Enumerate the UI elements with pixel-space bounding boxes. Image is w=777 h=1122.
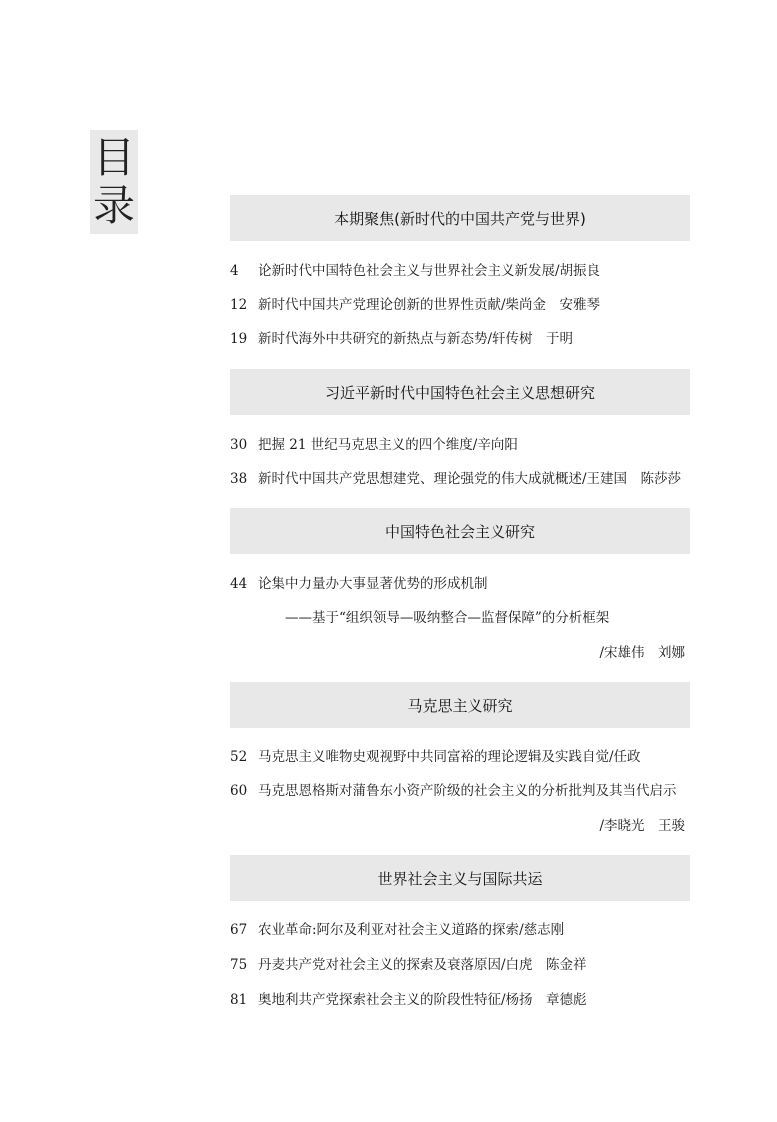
toc-heading: [90, 130, 138, 234]
section-header-chinese-socialism: 中国特色社会主义研究: [230, 508, 690, 554]
entry-author: /宋雄伟 刘娜: [599, 645, 685, 661]
toc-entry[interactable]: [230, 436, 692, 454]
toc-entry[interactable]: [230, 921, 692, 939]
entry-page: 75: [230, 957, 248, 973]
toc-entry[interactable]: [230, 748, 692, 766]
entry-author: /慈志刚: [519, 922, 565, 938]
entry-page: 60: [230, 783, 248, 799]
entry-title: 新时代海外中共研究的新热点与新态势: [258, 331, 488, 347]
toc-entry[interactable]: [230, 330, 692, 348]
toc-entry[interactable]: [230, 782, 692, 800]
toc-entry[interactable]: [230, 470, 692, 488]
toc-entry[interactable]: [230, 956, 692, 974]
entry-page: 52: [230, 749, 248, 765]
entry-author: /王建国 陈莎莎: [582, 471, 682, 487]
entry-subtitle: ——基于“组织领导—吸纳整合—监督保障”的分析框架: [285, 610, 610, 626]
entry-author: /白虎 陈金祥: [501, 957, 587, 973]
entry-page: 44: [230, 576, 248, 592]
entry-author: /任政: [609, 749, 641, 765]
entry-title: 马克思恩格斯对蒲鲁东小资产阶级的社会主义的分析批判及其当代启示: [258, 783, 677, 799]
section-header-focus: 本期聚焦(新时代的中国共产党与世界): [230, 195, 690, 241]
entry-title: 论集中力量办大事显著优势的形成机制: [258, 576, 488, 592]
entry-page: 30: [230, 437, 248, 453]
entry-title: 把握 21 世纪马克思主义的四个维度: [258, 437, 473, 453]
entry-page: 4: [230, 263, 239, 279]
toc-entry[interactable]: [230, 991, 692, 1009]
toc-entry[interactable]: [230, 575, 692, 593]
entry-author: /胡振良: [555, 263, 601, 279]
section-header-xi-thought: 习近平新时代中国特色社会主义思想研究: [230, 369, 690, 415]
entry-author: /杨扬 章德彪: [501, 992, 587, 1008]
entry-title: 马克思主义唯物史观视野中共同富裕的理论逻辑及实践自觉: [258, 749, 609, 765]
entry-page: 19: [230, 331, 248, 347]
entry-title: 论新时代中国特色社会主义与世界社会主义新发展: [258, 263, 555, 279]
section-header-world-socialism: 世界社会主义与国际共运: [230, 855, 690, 901]
entry-page: 38: [230, 471, 248, 487]
toc-entry[interactable]: [230, 296, 692, 314]
entry-author: /李晓光 王骏: [599, 818, 685, 834]
entry-page: 81: [230, 992, 248, 1008]
entry-title: 奥地利共产党探索社会主义的阶段性特征: [258, 992, 501, 1008]
entry-author: /辛向阳: [472, 437, 518, 453]
entry-author: /轩传树 于明: [487, 331, 574, 347]
entry-title: 丹麦共产党对社会主义的探索及衰落原因: [258, 957, 501, 973]
entry-author: /柴尚金 安雅琴: [501, 297, 601, 313]
entry-page: 67: [230, 922, 248, 938]
toc-entry[interactable]: [230, 262, 692, 280]
section-header-marxism: 马克思主义研究: [230, 682, 690, 728]
entry-title: 新时代中国共产党理论创新的世界性贡献: [258, 297, 501, 313]
entry-title: 农业革命:阿尔及利亚对社会主义道路的探索: [258, 922, 520, 938]
entry-page: 12: [230, 297, 248, 313]
entry-title: 新时代中国共产党思想建党、理论强党的伟大成就概述: [258, 471, 582, 487]
toc-heading-char-2: 录: [92, 181, 135, 230]
toc-heading-char-1: 目: [92, 133, 135, 182]
